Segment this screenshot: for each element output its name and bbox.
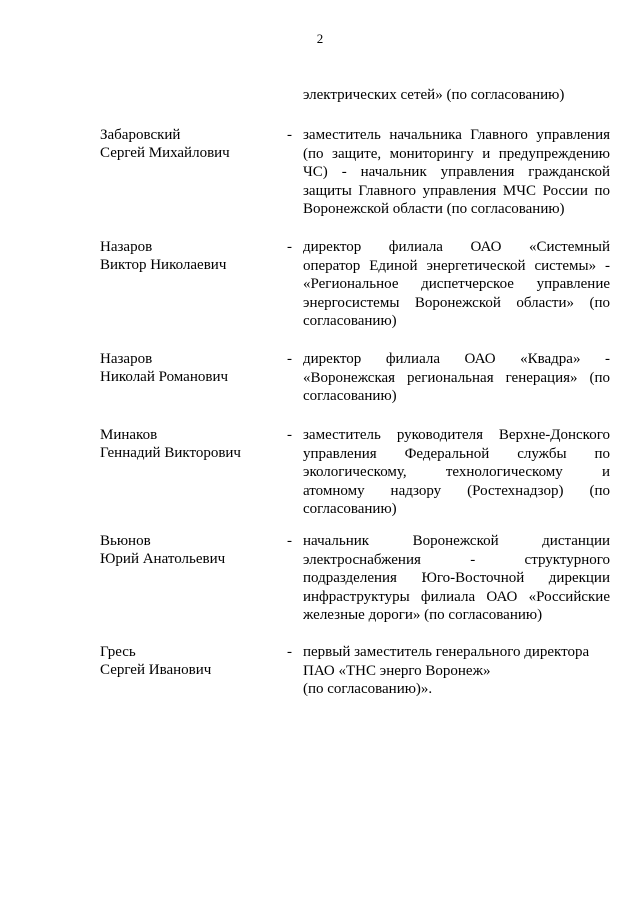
- dash: -: [287, 644, 292, 660]
- description-line: (по защите, мониторингу и предупреждению: [303, 145, 610, 162]
- surname: Минаков: [100, 427, 158, 443]
- description-line: «Региональное диспетчерское управление: [303, 276, 610, 293]
- description-line: (по согласованию)».: [303, 681, 433, 698]
- person-name: [100, 643, 280, 679]
- position-description: [303, 426, 610, 519]
- position-description: [303, 126, 610, 219]
- description-line: электроснабжения - структурного: [303, 551, 610, 568]
- surname: Вьюнов: [100, 533, 151, 549]
- person-name: [100, 238, 280, 274]
- given-name: Виктор Николаевич: [100, 257, 227, 273]
- description-line: защиты Главного управления МЧС России по: [303, 182, 610, 199]
- person-name: [100, 532, 280, 568]
- position-description: [303, 643, 610, 699]
- surname: Гресь: [100, 644, 136, 660]
- description-line: заместитель начальника Главного управления: [303, 127, 610, 143]
- dash: -: [287, 351, 292, 367]
- surname: Назаров: [100, 351, 153, 367]
- description-line: оператор Единой энергетической системы» -: [303, 257, 610, 274]
- description-line: железные дороги» (по согласованию): [303, 607, 543, 624]
- continuation-line: электрических сетей» (по согласованию): [303, 87, 565, 103]
- given-name: Геннадий Викторович: [100, 445, 241, 461]
- description-line: начальник Воронежской дистанции: [303, 533, 610, 549]
- description-line: заместитель руководителя Верхне-Донского: [303, 427, 610, 443]
- page-number: 2: [316, 31, 324, 46]
- description-line: директор филиала ОАО «Квадра» -: [303, 351, 610, 367]
- person-name: [100, 126, 280, 162]
- description-line: экологическому, технологическому и: [303, 464, 610, 481]
- description-line: атомному надзору (Ростехнадзор) (по: [303, 482, 610, 499]
- given-name: Сергей Иванович: [100, 662, 212, 678]
- dash: -: [287, 533, 292, 549]
- description-line: энергосистемы Воронежской области» (по: [303, 294, 610, 311]
- surname: Назаров: [100, 239, 153, 255]
- dash: -: [287, 127, 292, 143]
- description-line: первый заместитель генерального директора: [303, 644, 590, 660]
- given-name: Юрий Анатольевич: [100, 551, 226, 567]
- dash: -: [287, 427, 292, 443]
- surname: Забаровский: [100, 127, 181, 143]
- person-name: [100, 350, 280, 386]
- description-line: согласованию): [303, 501, 397, 518]
- given-name: Сергей Михайлович: [100, 145, 230, 161]
- description-line: директор филиала ОАО «Системный: [303, 239, 610, 255]
- position-description: [303, 238, 610, 331]
- given-name: Николай Романович: [100, 369, 229, 385]
- description-line: согласованию): [303, 313, 397, 330]
- position-description: [303, 532, 610, 625]
- description-line: согласованию): [303, 388, 397, 405]
- description-line: инфраструктуры филиала ОАО «Российские: [303, 588, 610, 605]
- dash: -: [287, 239, 292, 255]
- position-description: [303, 350, 610, 406]
- person-name: [100, 426, 280, 462]
- description-line: управления Федеральной службы по: [303, 445, 610, 462]
- description-line: Воронежской области (по согласованию): [303, 201, 565, 218]
- description-line: ПАО «ТНС энерго Воронеж»: [303, 662, 491, 679]
- description-line: ЧС) - начальник управления гражданской: [303, 164, 610, 181]
- description-line: подразделения Юго-Восточной дирекции: [303, 570, 610, 587]
- description-line: «Воронежская региональная генерация» (по: [303, 369, 610, 386]
